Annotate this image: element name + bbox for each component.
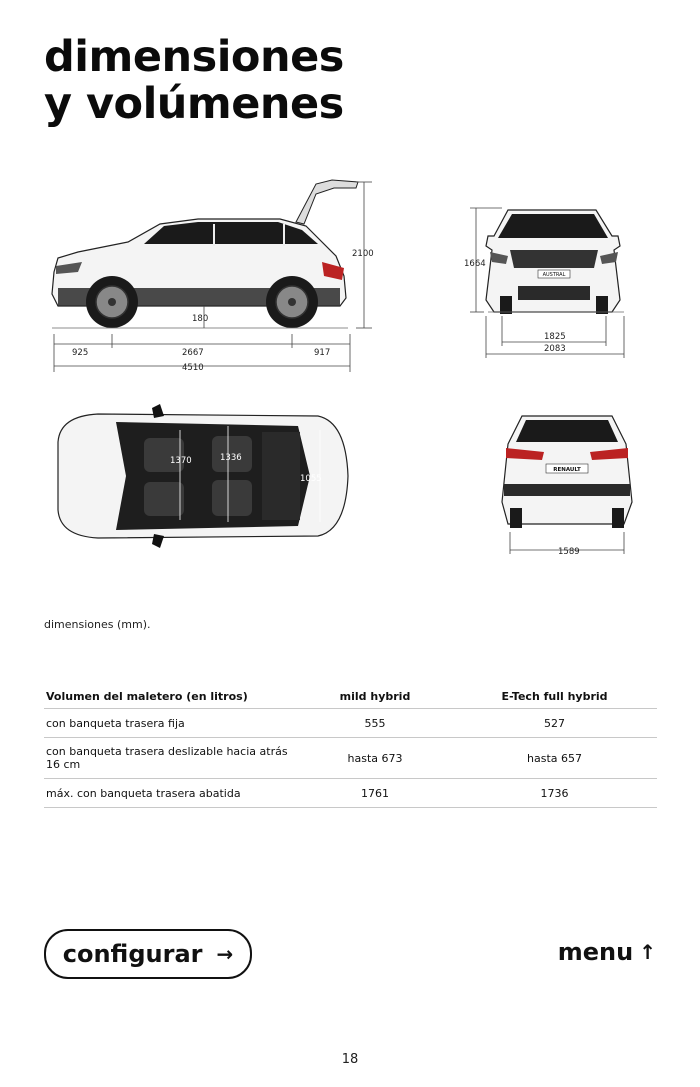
row-etech-value: 1736 <box>452 779 657 808</box>
page-title-line2: y volúmenes <box>44 79 344 129</box>
configurar-button[interactable] <box>44 929 252 979</box>
dim-track-1589: 1589 <box>558 547 580 557</box>
table-row <box>44 738 657 779</box>
header-volumen: Volumen del maletero (en litros) <box>44 684 298 709</box>
menu-button[interactable] <box>558 938 656 966</box>
car-side-view <box>48 176 378 376</box>
row-mild-value: 1761 <box>298 779 452 808</box>
configurar-label: configurar <box>62 940 203 968</box>
dim-front-overhang-925: 925 <box>72 348 89 358</box>
page-title <box>44 34 344 128</box>
table-row <box>44 709 657 738</box>
tailgate-open <box>296 180 358 224</box>
windshield <box>498 214 608 238</box>
page-title-line1: dimensiones <box>44 32 344 82</box>
dim-clearance-180: 180 <box>192 314 209 324</box>
menu-label: menu <box>557 938 634 966</box>
row-etech-value: 527 <box>452 709 657 738</box>
volume-table <box>44 684 657 808</box>
row-label: máx. con banqueta trasera abatida <box>44 779 298 808</box>
dim-interior-1336: 1336 <box>220 453 242 463</box>
dim-width-mirrors-2083: 2083 <box>544 344 566 354</box>
row-label: con banqueta trasera fija <box>44 709 298 738</box>
dim-height-2100: 2100 <box>352 249 374 259</box>
dim-length-4510: 4510 <box>182 363 204 373</box>
dim-trunk-1055: 1055 <box>300 474 322 484</box>
rear-window <box>516 420 618 442</box>
front-badge: AUSTRAL <box>542 272 566 278</box>
dim-wheelbase-2667: 2667 <box>182 348 204 358</box>
header-etech: E-Tech full hybrid <box>452 684 657 709</box>
row-mild-value: hasta 673 <box>298 738 452 779</box>
arrow-up-icon: ↑ <box>639 940 656 964</box>
row-etech-value: hasta 657 <box>452 738 657 779</box>
rear-badge: RENAULT <box>553 467 581 473</box>
dimensions-caption: dimensiones (mm). <box>44 618 151 631</box>
dim-width-1825: 1825 <box>544 332 566 342</box>
arrow-right-icon: → <box>216 942 234 966</box>
car-top-view <box>48 402 358 552</box>
row-mild-value: 555 <box>298 709 452 738</box>
page-number: 18 <box>341 1052 359 1067</box>
car-front-view <box>462 200 652 360</box>
dim-interior-1370: 1370 <box>170 456 192 466</box>
car-rear-view <box>494 410 644 560</box>
header-mild-hybrid: mild hybrid <box>298 684 452 709</box>
dim-rear-overhang-917: 917 <box>314 348 331 358</box>
dim-height-1664: 1664 <box>464 259 486 269</box>
table-row <box>44 779 657 808</box>
front-grille <box>510 250 598 268</box>
table-header-row <box>44 684 657 709</box>
row-label: con banqueta trasera deslizable hacia atrás 16 cm <box>44 738 298 779</box>
